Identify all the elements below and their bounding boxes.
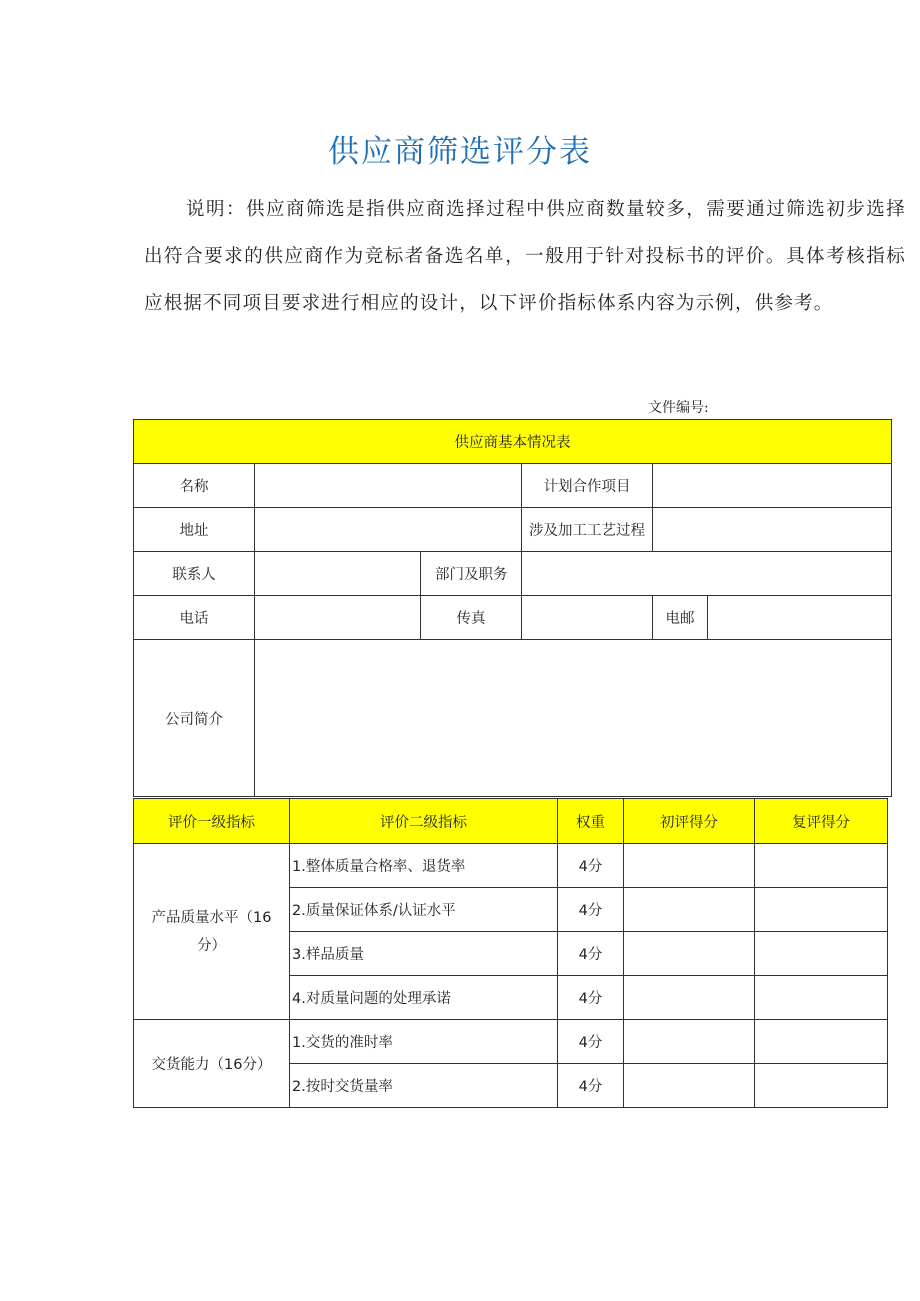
col-header-initial-score: 初评得分 — [624, 799, 755, 844]
process-label: 涉及加工工艺过程 — [522, 508, 653, 552]
group-name: 交货能力（16分） — [134, 1020, 290, 1108]
phone-label: 电话 — [134, 596, 255, 640]
col-header-review-score: 复评得分 — [755, 799, 888, 844]
initial-score-cell[interactable] — [624, 976, 755, 1020]
item-label: 3.样品质量 — [290, 932, 558, 976]
col-header-level2: 评价二级指标 — [290, 799, 558, 844]
page-title: 供应商筛选评分表 — [328, 134, 592, 170]
review-score-cell[interactable] — [755, 1020, 888, 1064]
item-label: 1.交货的准时率 — [290, 1020, 558, 1064]
contact-field[interactable] — [255, 552, 421, 596]
review-score-cell[interactable] — [755, 932, 888, 976]
dept-position-label: 部门及职务 — [421, 552, 522, 596]
item-weight: 4分 — [558, 844, 624, 888]
intro-label: 公司简介 — [134, 640, 255, 797]
item-label: 4.对质量问题的处理承诺 — [290, 976, 558, 1020]
item-label: 1.整体质量合格率、退货率 — [290, 844, 558, 888]
email-label: 电邮 — [653, 596, 708, 640]
basic-info-table — [133, 419, 892, 797]
table-row — [134, 844, 888, 888]
item-weight: 4分 — [558, 976, 624, 1020]
initial-score-cell[interactable] — [624, 888, 755, 932]
item-label: 2.质量保证体系/认证水平 — [290, 888, 558, 932]
item-weight: 4分 — [558, 932, 624, 976]
planned-project-field[interactable] — [653, 464, 892, 508]
col-header-level1: 评价一级指标 — [134, 799, 290, 844]
review-score-cell[interactable] — [755, 976, 888, 1020]
address-label: 地址 — [134, 508, 255, 552]
intro-field[interactable] — [255, 640, 892, 797]
item-weight: 4分 — [558, 888, 624, 932]
group-name: 产品质量水平（16分） — [134, 844, 290, 1020]
planned-project-label: 计划合作项目 — [522, 464, 653, 508]
name-field[interactable] — [255, 464, 522, 508]
item-weight: 4分 — [558, 1020, 624, 1064]
review-score-cell[interactable] — [755, 1064, 888, 1108]
evaluation-table — [133, 798, 888, 1108]
fax-label: 传真 — [421, 596, 522, 640]
item-label: 2.按时交货量率 — [290, 1064, 558, 1108]
email-field[interactable] — [708, 596, 892, 640]
table-row — [134, 1020, 888, 1064]
review-score-cell[interactable] — [755, 888, 888, 932]
contact-label: 联系人 — [134, 552, 255, 596]
review-score-cell[interactable] — [755, 844, 888, 888]
fax-field[interactable] — [522, 596, 653, 640]
file-number-label: 文件编号: — [648, 400, 709, 416]
initial-score-cell[interactable] — [624, 932, 755, 976]
phone-field[interactable] — [255, 596, 421, 640]
dept-position-field[interactable] — [522, 552, 892, 596]
address-field[interactable] — [255, 508, 522, 552]
initial-score-cell[interactable] — [624, 844, 755, 888]
name-label: 名称 — [134, 464, 255, 508]
col-header-weight: 权重 — [558, 799, 624, 844]
process-field[interactable] — [653, 508, 892, 552]
initial-score-cell[interactable] — [624, 1020, 755, 1064]
initial-score-cell[interactable] — [624, 1064, 755, 1108]
basic-info-header: 供应商基本情况表 — [134, 420, 892, 464]
description-paragraph: 说明：供应商筛选是指供应商选择过程中供应商数量较多，需要通过筛选初步选择出符合要求的供应商作为竞标者备选名单，一般用于针对投标书的评价。具体考核指标应根据不同项目要求进行相应的设计，以下评价指标体系内容为示例，供参考。 — [144, 199, 906, 314]
item-weight: 4分 — [558, 1064, 624, 1108]
